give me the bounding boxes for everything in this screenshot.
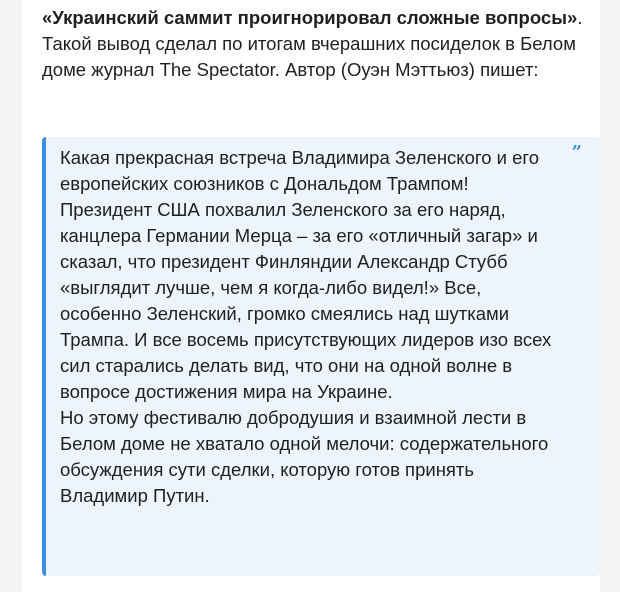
post-card	[22, 0, 600, 592]
quote-mark-icon: ”	[571, 142, 582, 163]
blockquote	[42, 137, 600, 576]
quote-paragraph-1: Какая прекрасная встреча Владимира Зеленского и его европейских союзников с Дональдом Трампом! Президент США похвалил Зеленского за его наряд, канцлера Германии Мерца – за его «отличный загар» и сказал, что президент Финляндии Александр Стубб «выглядит лучше, чем я когда-либо видел!» Все, особенно Зеленский, громко смеялись над шутками Трампа. И все восемь присутствующих лидеров изо всех сил старались делать вид, что они на одной волне в вопросе достижения мира на Украине.	[60, 147, 552, 402]
intro-text: . Такой вывод сделал по итогам вчерашних посиделок в Белом доме журнал The Spectator. Автор (Оуэн Мэттьюз) пишет:	[42, 7, 583, 80]
quote-paragraph-2: Но этому фестивалю добродушия и взаимной лести в Белом доме не хватало одной мелочи: содержательного обсуждения сути сделки, которую готов принять Владимир Путин.	[60, 407, 549, 506]
intro-bold-quote: «Украинский саммит проигнорировал сложные вопросы»	[42, 7, 578, 28]
intro-paragraph	[42, 5, 592, 83]
